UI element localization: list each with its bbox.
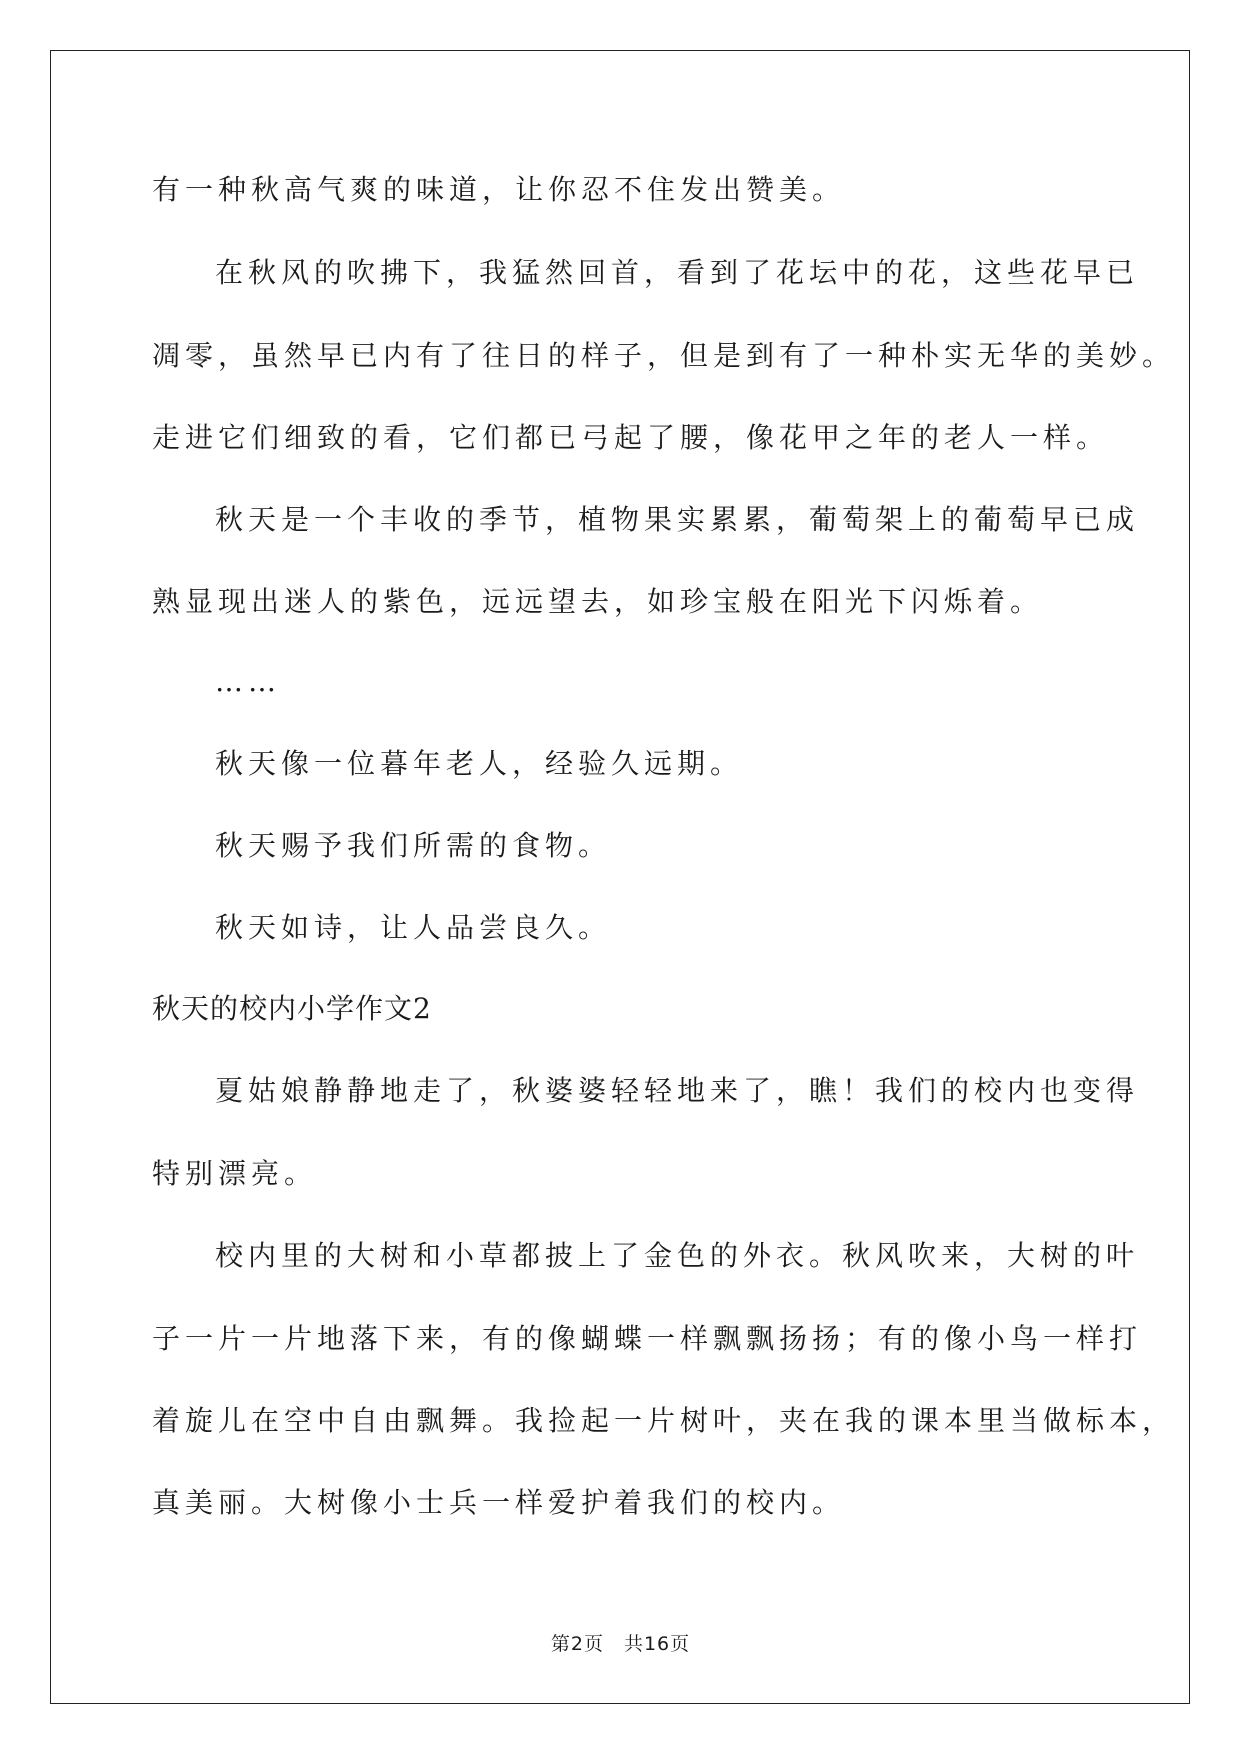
text-line: 着旋儿在空中自由飘舞。我捡起一片树叶，夹在我的课本里当做标本， [152,1404,1176,1437]
total-pages: 16 [643,1633,671,1655]
footer-prefix: 第 [550,1633,571,1655]
footer-page-suffix: 页 [583,1633,604,1655]
text-line: 校内里的大树和小草都披上了金色的外衣。秋风吹来，大树的叶 [215,1239,1140,1272]
text-line: 走进它们细致的看，它们都已弓起了腰，像花甲之年的老人一样。 [152,421,1110,454]
text-line: 真美丽。大树像小士兵一样爱护着我们的校内。 [152,1486,846,1519]
text-line: 特别漂亮。 [152,1157,318,1190]
text-line: 子一片一片地落下来，有的像蝴蝶一样飘飘扬扬；有的像小鸟一样打 [152,1322,1143,1355]
page-border [50,50,1190,1704]
text-line: 在秋风的吹拂下，我猛然回首，看到了花坛中的花，这些花早已 [215,256,1140,289]
text-line: 夏姑娘静静地走了，秋婆婆轻轻地来了，瞧！我们的校内也变得 [215,1074,1140,1107]
text-line: 秋天赐予我们所需的食物。 [215,829,612,862]
footer-total-prefix: 共 [623,1633,644,1655]
page-footer [0,1632,1241,1656]
text-line: 秋天是一个丰收的季节，植物果实累累，葡萄架上的葡萄早已成 [215,503,1140,536]
text-line: 秋天像一位暮年老人，经验久远期。 [215,747,744,780]
footer-total-suffix: 页 [670,1633,691,1655]
page-number: 2 [570,1633,584,1655]
text-line: 熟显现出迷人的紫色，远远望去，如珍宝般在阳光下闪烁着。 [152,585,1044,618]
text-line: 秋天如诗，让人品尝良久。 [215,911,612,944]
section-heading: 秋天的校内小学作文2 [152,992,432,1025]
text-line: 凋零，虽然早已内有了往日的样子，但是到有了一种朴实无华的美妙。 [152,339,1176,372]
text-line: 有一种秋高气爽的味道，让你忍不住发出赞美。 [152,173,846,206]
ellipsis: …… [215,665,281,698]
